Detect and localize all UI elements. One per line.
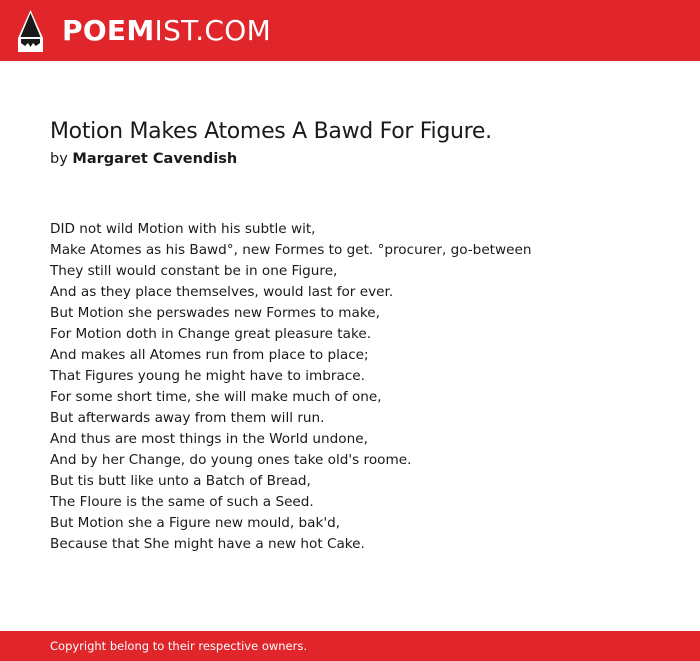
logo-text-light: IST.COM [154, 14, 272, 47]
poem-body [50, 219, 670, 555]
site-header [0, 0, 700, 61]
poem-line: DID not wild Motion with his subtle wit, [50, 221, 316, 237]
poem-line: And by her Change, do young ones take old's roome. [50, 452, 412, 468]
poem-line: But Motion she a Figure new mould, bak'd, [50, 515, 341, 531]
poem-title: Motion Makes Atomes A Bawd For Figure. [50, 119, 492, 144]
poem-line: For some short time, she will make much of one, [50, 389, 382, 405]
poem-line: But tis butt like unto a Batch of Bread, [50, 473, 311, 489]
poem-line: The Floure is the same of such a Seed. [50, 494, 314, 510]
poem-line: For Motion doth in Change great pleasure take. [50, 326, 372, 342]
copyright-notice: Copyright belong to their respective owners. [50, 639, 308, 653]
poem-line: Make Atomes as his Bawd°, new Formes to get. °procurer, go-between [50, 242, 532, 258]
poem-line: And thus are most things in the World undone, [50, 431, 368, 447]
poem-line: Because that She might have a new hot Cake. [50, 536, 365, 552]
author-name[interactable]: Margaret Cavendish [72, 151, 238, 167]
logo-text-bold: POEM [62, 14, 155, 47]
site-footer [0, 631, 700, 661]
poem-header [50, 117, 670, 170]
poem-line: But afterwards away from them will run. [50, 410, 325, 426]
by-label: by [50, 151, 68, 167]
poem-byline [50, 148, 670, 170]
site-logo[interactable] [62, 13, 271, 49]
poem-line: But Motion she perswades new Formes to make, [50, 305, 380, 321]
poem-line: And makes all Atomes run from place to place; [50, 347, 369, 363]
poem-line: And as they place themselves, would last for ever. [50, 284, 394, 300]
pencil-icon[interactable] [18, 10, 43, 52]
poem-line: They still would constant be in one Figure, [50, 263, 338, 279]
poem-line: That Figures young he might have to imbrace. [50, 368, 365, 384]
